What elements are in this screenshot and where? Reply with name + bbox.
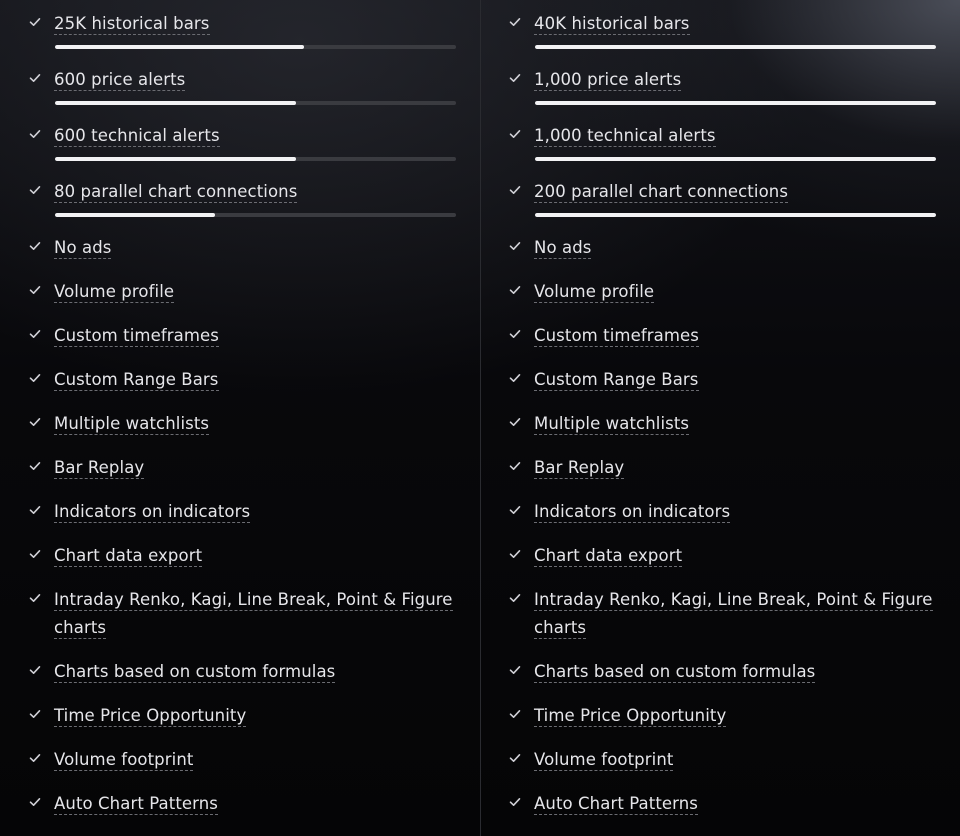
- feature-label[interactable]: 600 price alerts: [54, 70, 186, 89]
- feature-label-wrap: [534, 454, 934, 482]
- check-icon: [28, 795, 42, 809]
- limit-progress-bar: [535, 101, 936, 105]
- feature-label[interactable]: No ads: [54, 238, 112, 257]
- limit-progress-fill: [55, 101, 296, 105]
- feature-label-wrap: [54, 702, 454, 730]
- limit-progress-fill: [535, 101, 936, 105]
- check-icon: [28, 371, 42, 385]
- check-icon: [28, 459, 42, 473]
- check-icon: [508, 239, 522, 253]
- check-icon: [508, 283, 522, 297]
- feature-label[interactable]: 1,000 price alerts: [534, 70, 682, 89]
- check-icon: [508, 503, 522, 517]
- feature-label-wrap: [534, 278, 934, 306]
- feature-label-wrap: [54, 366, 454, 394]
- feature-label[interactable]: Volume profile: [54, 282, 175, 301]
- check-icon: [508, 591, 522, 605]
- check-icon: [28, 503, 42, 517]
- feature-label[interactable]: Multiple watchlists: [54, 414, 210, 433]
- feature-label[interactable]: Multiple watchlists: [534, 414, 690, 433]
- feature-label-wrap: [534, 658, 934, 686]
- feature-label-wrap: [534, 366, 934, 394]
- feature-label[interactable]: Time Price Opportunity: [534, 706, 727, 725]
- feature-label-wrap: [54, 322, 454, 350]
- feature-label-wrap: [534, 410, 934, 438]
- column-divider: [480, 0, 481, 836]
- limit-progress-fill: [55, 45, 304, 49]
- limit-progress-fill: [55, 213, 215, 217]
- feature-label-wrap: [534, 498, 934, 526]
- feature-label[interactable]: Volume footprint: [54, 750, 194, 769]
- limit-progress-bar: [55, 157, 456, 161]
- check-icon: [508, 795, 522, 809]
- feature-label-wrap: [534, 790, 934, 818]
- feature-label-wrap: [534, 122, 934, 150]
- limit-progress-fill: [535, 213, 936, 217]
- feature-label-wrap: [54, 66, 454, 94]
- feature-label-wrap: [54, 586, 454, 642]
- check-icon: [508, 127, 522, 141]
- feature-label[interactable]: Indicators on indicators: [54, 502, 251, 521]
- check-icon: [28, 751, 42, 765]
- limit-progress-bar: [535, 45, 936, 49]
- check-icon: [28, 591, 42, 605]
- feature-label-wrap: [534, 586, 934, 642]
- check-icon: [28, 707, 42, 721]
- feature-label[interactable]: Bar Replay: [54, 458, 145, 477]
- feature-label-wrap: [534, 234, 934, 262]
- check-icon: [28, 239, 42, 253]
- check-icon: [508, 371, 522, 385]
- feature-label[interactable]: 1,000 technical alerts: [534, 126, 716, 145]
- feature-label[interactable]: Volume footprint: [534, 750, 674, 769]
- check-icon: [508, 15, 522, 29]
- check-icon: [28, 127, 42, 141]
- check-icon: [28, 415, 42, 429]
- feature-label[interactable]: 200 parallel chart connections: [534, 182, 789, 201]
- check-icon: [28, 183, 42, 197]
- check-icon: [28, 547, 42, 561]
- feature-label-wrap: [54, 454, 454, 482]
- feature-label[interactable]: Intraday Renko, Kagi, Line Break, Point & Figure charts: [54, 590, 453, 637]
- feature-label[interactable]: Charts based on custom formulas: [54, 662, 336, 681]
- feature-label[interactable]: Auto Chart Patterns: [534, 794, 698, 813]
- feature-label-wrap: [534, 178, 934, 206]
- feature-label-wrap: [54, 410, 454, 438]
- feature-label[interactable]: Chart data export: [534, 546, 683, 565]
- feature-label[interactable]: Auto Chart Patterns: [54, 794, 218, 813]
- check-icon: [508, 707, 522, 721]
- feature-label[interactable]: Volume profile: [534, 282, 655, 301]
- check-icon: [508, 547, 522, 561]
- check-icon: [28, 327, 42, 341]
- feature-label-wrap: [54, 790, 454, 818]
- limit-progress-bar: [55, 101, 456, 105]
- check-icon: [28, 663, 42, 677]
- feature-label-wrap: [534, 10, 934, 38]
- feature-label[interactable]: Custom Range Bars: [534, 370, 699, 389]
- limit-progress-fill: [55, 157, 296, 161]
- feature-label-wrap: [534, 746, 934, 774]
- feature-label[interactable]: 600 technical alerts: [54, 126, 220, 145]
- feature-label-wrap: [534, 322, 934, 350]
- check-icon: [508, 415, 522, 429]
- feature-label[interactable]: 40K historical bars: [534, 14, 690, 33]
- feature-label-wrap: [54, 234, 454, 262]
- feature-label-wrap: [54, 10, 454, 38]
- check-icon: [28, 15, 42, 29]
- feature-label[interactable]: Intraday Renko, Kagi, Line Break, Point & Figure charts: [534, 590, 933, 637]
- limit-progress-bar: [535, 213, 936, 217]
- feature-label[interactable]: Indicators on indicators: [534, 502, 731, 521]
- feature-label-wrap: [534, 66, 934, 94]
- check-icon: [508, 71, 522, 85]
- check-icon: [28, 283, 42, 297]
- check-icon: [28, 71, 42, 85]
- feature-label[interactable]: 25K historical bars: [54, 14, 210, 33]
- feature-label[interactable]: Chart data export: [54, 546, 203, 565]
- feature-label[interactable]: Custom timeframes: [534, 326, 699, 345]
- feature-label[interactable]: 80 parallel chart connections: [54, 182, 298, 201]
- check-icon: [508, 327, 522, 341]
- feature-label[interactable]: Charts based on custom formulas: [534, 662, 816, 681]
- feature-label[interactable]: Time Price Opportunity: [54, 706, 247, 725]
- feature-label[interactable]: No ads: [534, 238, 592, 257]
- limit-progress-fill: [535, 45, 936, 49]
- limit-progress-bar: [55, 45, 456, 49]
- feature-label-wrap: [534, 542, 934, 570]
- check-icon: [508, 751, 522, 765]
- feature-label-wrap: [54, 178, 454, 206]
- feature-label[interactable]: Custom Range Bars: [54, 370, 219, 389]
- limit-progress-fill: [535, 157, 936, 161]
- feature-label-wrap: [54, 498, 454, 526]
- check-icon: [508, 663, 522, 677]
- check-icon: [508, 183, 522, 197]
- feature-label-wrap: [54, 278, 454, 306]
- feature-label-wrap: [54, 542, 454, 570]
- feature-label-wrap: [534, 702, 934, 730]
- limit-progress-bar: [535, 157, 936, 161]
- feature-label-wrap: [54, 122, 454, 150]
- feature-label[interactable]: Custom timeframes: [54, 326, 219, 345]
- feature-label[interactable]: Bar Replay: [534, 458, 625, 477]
- limit-progress-bar: [55, 213, 456, 217]
- feature-label-wrap: [54, 658, 454, 686]
- feature-label-wrap: [54, 746, 454, 774]
- check-icon: [508, 459, 522, 473]
